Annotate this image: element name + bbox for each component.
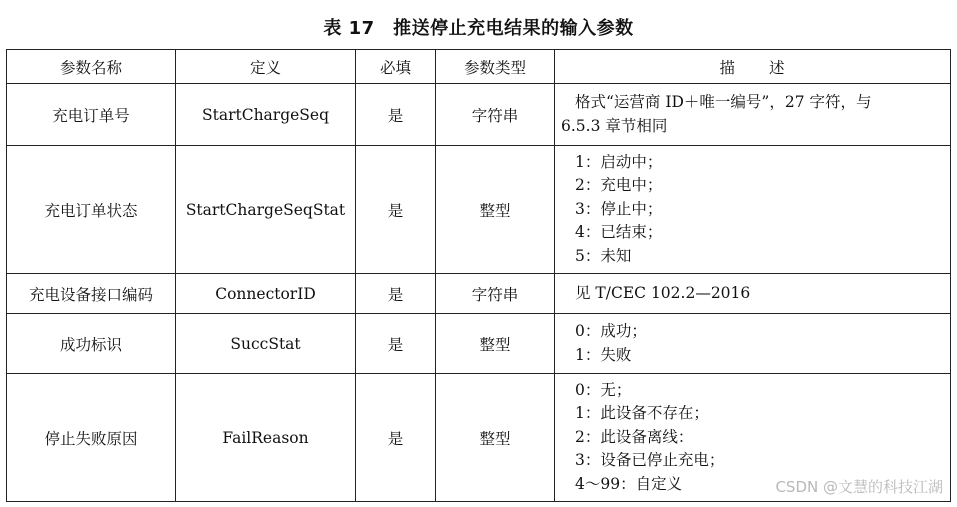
table-row [7, 146, 951, 274]
description-line: 5：未知 [575, 246, 632, 265]
cell-definition: StartChargeSeq [176, 84, 356, 146]
cell-required: 是 [356, 314, 436, 374]
table-title: 表 17 推送停止充电结果的输入参数 [323, 18, 634, 39]
description-line: 格式“运营商 ID＋唯一编号”，27 字符，与 [575, 93, 872, 111]
table-row [7, 84, 951, 146]
cell-param-type: 字符串 [436, 274, 555, 314]
description-line: 2：此设备离线： [575, 427, 694, 446]
header-param-name: 参数名称 [7, 50, 176, 84]
cell-description [555, 146, 951, 274]
cell-definition: FailReason [176, 374, 356, 502]
description-line: 1：失败 [575, 345, 632, 364]
cell-param-type: 整型 [436, 146, 555, 274]
description-line: 4：已结束； [575, 223, 663, 242]
cell-definition: SuccStat [176, 314, 356, 374]
cell-param-type: 整型 [436, 314, 555, 374]
description-line: 6.5.3 章节相同 [561, 116, 668, 135]
header-definition: 定义 [176, 50, 356, 84]
cell-param-type: 整型 [436, 374, 555, 502]
parameter-table [6, 49, 951, 502]
table-header-row [7, 50, 951, 84]
description-line: 0：无； [575, 380, 632, 399]
cell-param-name: 充电订单状态 [7, 146, 176, 274]
cell-definition: StartChargeSeqStat [176, 146, 356, 274]
description-line: 1：启动中； [575, 152, 663, 171]
cell-param-name: 充电设备接口编码 [7, 274, 176, 314]
cell-required: 是 [356, 84, 436, 146]
description-line: 3：停止中； [575, 199, 663, 218]
table-row [7, 274, 951, 314]
cell-param-name: 停止失败原因 [7, 374, 176, 502]
cell-description [555, 314, 951, 374]
header-description: 描 述 [555, 50, 951, 84]
cell-description [555, 274, 951, 314]
description-line: 0：成功； [575, 322, 647, 340]
header-param-type: 参数类型 [436, 50, 555, 84]
cell-required: 是 [356, 146, 436, 274]
description-line: 见 T/CEC 102.2—2016 [575, 283, 751, 302]
header-required: 必填 [356, 50, 436, 84]
cell-definition: ConnectorID [176, 274, 356, 314]
cell-description [555, 84, 951, 146]
cell-required: 是 [356, 374, 436, 502]
description-line: 2：充电中； [575, 176, 663, 195]
cell-param-name: 成功标识 [7, 314, 176, 374]
description-line: 4～99：自定义 [575, 474, 683, 493]
description-line: 3：设备已停止充电； [575, 451, 725, 470]
table-row [7, 314, 951, 374]
watermark: CSDN @文慧的科技江湖 [775, 478, 943, 496]
description-line: 1：此设备不存在； [575, 404, 709, 423]
cell-param-type: 字符串 [436, 84, 555, 146]
cell-param-name: 充电订单号 [7, 84, 176, 146]
cell-required: 是 [356, 274, 436, 314]
